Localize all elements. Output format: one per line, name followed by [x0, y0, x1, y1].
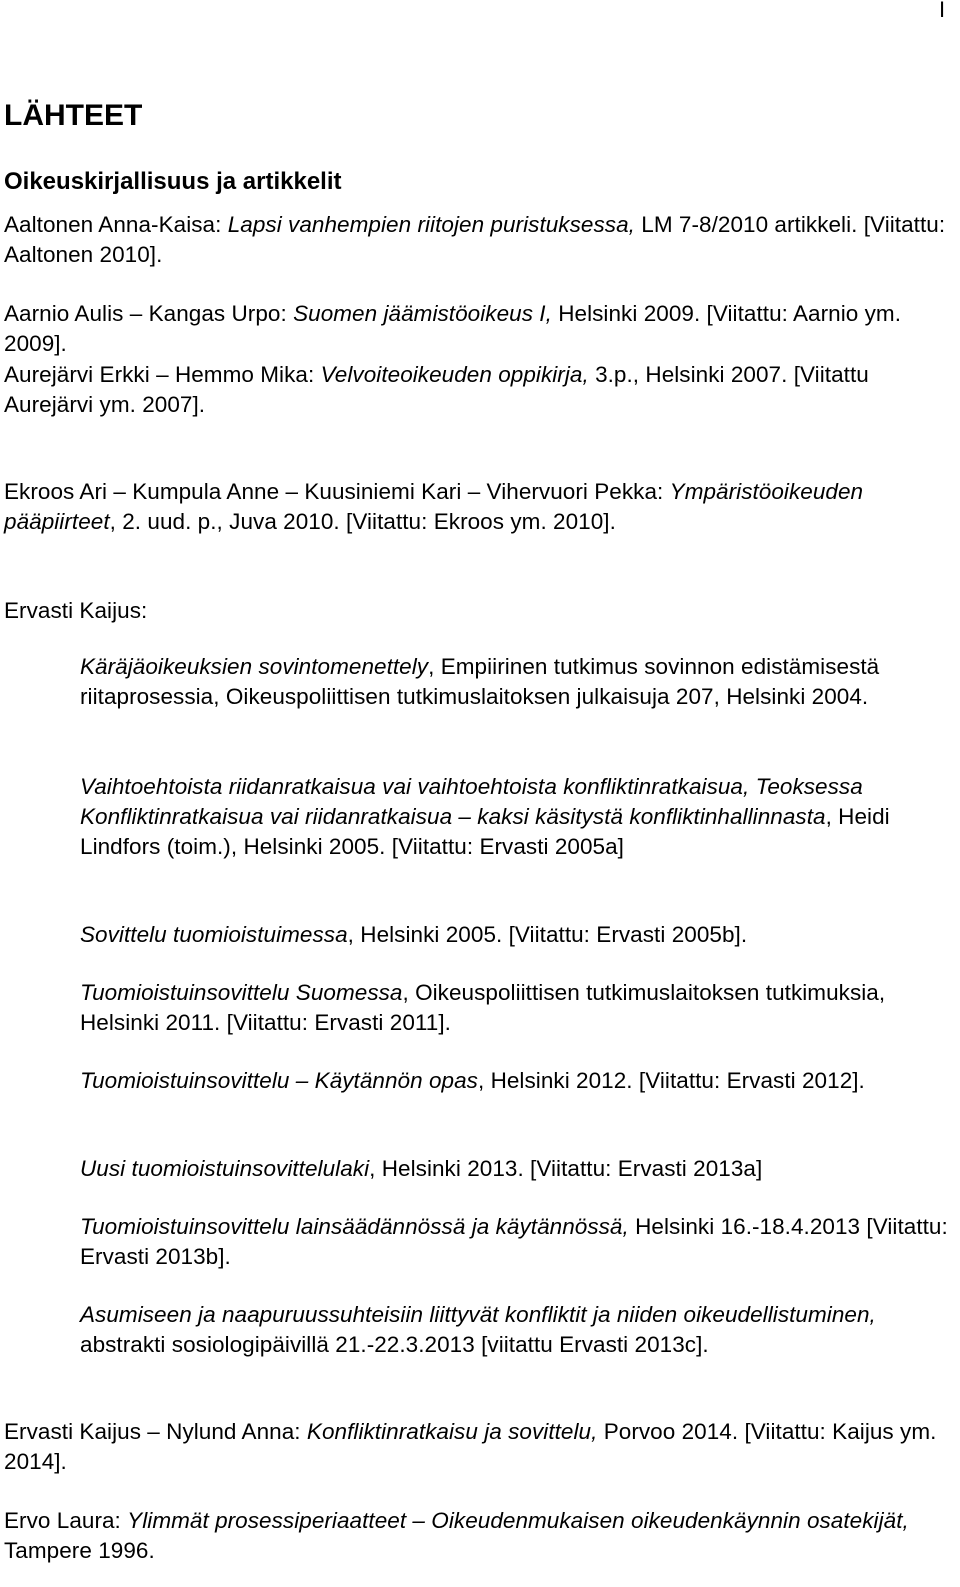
reference-entry: Aaltonen Anna-Kaisa: Lapsi vanhempien riitojen puristuksessa, LM 7-8/2010 artikkeli. [Viitattu: Aaltonen 2010].	[4, 212, 946, 267]
page-number: I	[939, 0, 946, 22]
reference-entry: Ekroos Ari – Kumpula Anne – Kuusiniemi Kari – Vihervuori Pekka: Ympäristöoikeuden pääpiirteet, 2. uud. p., Juva 2010. [Viitattu: Ekroos ym. 2010].	[4, 479, 864, 534]
reference-subentry: Käräjäoikeuksien sovintomenettely, Empiirinen tutkimus sovinnon edistämisestä riitaprosessia, Oikeuspoliittisen tutkimuslaitoksen julkaisuja 207, Helsinki 2004.	[80, 654, 880, 709]
reference-subentry: Tuomioistuinsovittelu Suomessa, Oikeuspoliittisen tutkimuslaitoksen tutkimuksia, Helsinki 2011. [Viitattu: Ervasti 2011].	[80, 980, 886, 1035]
reference-entry: Aarnio Aulis – Kangas Urpo: Suomen jäämistöoikeus I, Helsinki 2009. [Viitattu: Aarnio ym. 2009].	[4, 301, 902, 356]
reference-entry: Ervo Laura: Ylimmät prosessiperiaatteet – Oikeudenmukaisen oikeudenkäynnin osatekijät, Tampere 1996.	[4, 1508, 909, 1563]
reference-entry: Ervasti Kaijus:	[4, 598, 148, 623]
reference-subentry: Vaihtoehtoista riidanratkaisua vai vaihtoehtoista konfliktinratkaisua, Teoksessa Konfliktinratkaisua vai riidanratkaisua – kaksi käsitystä konfliktinhallinnasta, Heidi Lindfors (toim.), Helsinki 2005. [Viitattu: Ervasti 2005a]	[80, 774, 890, 859]
reference-entry: Ervasti Kaijus – Nylund Anna: Konfliktinratkaisu ja sovittelu, Porvoo 2014. [Viitattu: Kaijus ym. 2014].	[4, 1419, 937, 1474]
reference-subentry: Uusi tuomioistuinsovittelulaki, Helsinki 2013. [Viitattu: Ervasti 2013a]	[80, 1156, 763, 1181]
page-heading: LÄHTEET	[4, 99, 143, 132]
reference-subentry: Tuomioistuinsovittelu lainsäädännössä ja käytännössä, Helsinki 16.-18.4.2013 [Viitattu: Ervasti 2013b].	[80, 1214, 948, 1269]
reference-subentry: Sovittelu tuomioistuimessa, Helsinki 2005. [Viitattu: Ervasti 2005b].	[80, 922, 748, 947]
reference-entry: Aurejärvi Erkki – Hemmo Mika: Velvoiteoikeuden oppikirja, 3.p., Helsinki 2007. [Viitattu Aurejärvi ym. 2007].	[4, 362, 869, 417]
section-subheading: Oikeuskirjallisuus ja artikkelit	[4, 168, 342, 195]
reference-subentry: Asumiseen ja naapuruussuhteisiin liittyvät konfliktit ja niiden oikeudellistuminen, abstrakti sosiologipäivillä 21.-22.3.2013 [viitattu Ervasti 2013c].	[80, 1302, 876, 1357]
reference-subentry: Tuomioistuinsovittelu – Käytännön opas, Helsinki 2012. [Viitattu: Ervasti 2012].	[80, 1068, 865, 1093]
